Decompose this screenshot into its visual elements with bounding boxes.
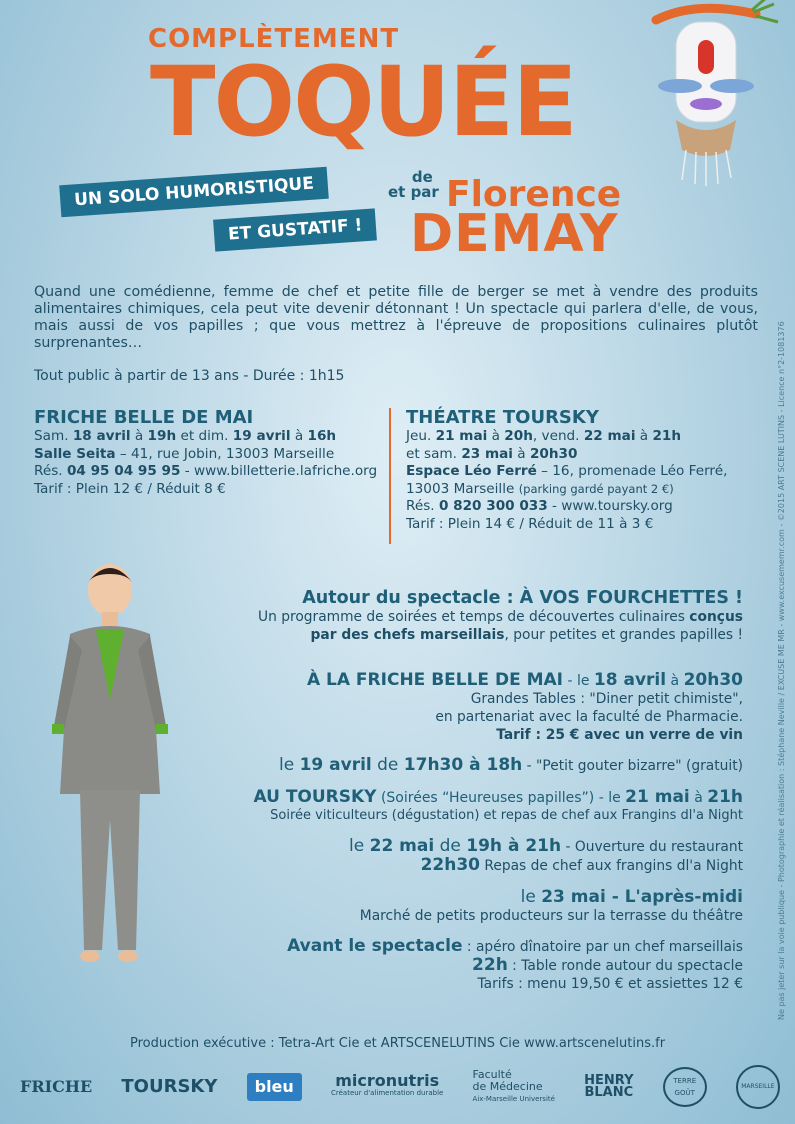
- faculte-l3: Aix-Marseille Université: [472, 1095, 555, 1103]
- venue-toursky-title: THÉATRE TOURSKY: [406, 407, 599, 428]
- place-address: – 16, promenade Léo Ferré,: [536, 463, 728, 479]
- text: Sam.: [34, 428, 73, 444]
- time: 19h à 21h: [466, 836, 562, 856]
- kicker-title: COMPLÈTEMENT: [148, 24, 400, 54]
- avant-event-price: Tarifs : menu 19,50 € et assiettes 12 €: [477, 976, 743, 992]
- text: de: [434, 836, 467, 856]
- tagline-banner-2: ET GUSTATIF !: [213, 208, 377, 251]
- venue-friche: [34, 407, 384, 498]
- place-name: Salle Seita: [34, 445, 116, 462]
- time: 16h: [307, 428, 337, 444]
- text: Jeu.: [406, 428, 436, 444]
- friche-event-price: Tarif : 25 € avec un verre de vin: [496, 727, 743, 743]
- venue-toursky-place: [406, 463, 786, 481]
- micronutris-logo: [331, 1071, 444, 1099]
- place-name: Espace Léo Ferré: [406, 463, 537, 479]
- side-credit-text: Ne pas jeter sur la voie publique - Photographie et réalisation : Stéphane Neville / EXCUSE ME MR - www.excusememr.com - ©2015 ART SCENE LUTINS - Licence n°2-1081376: [777, 321, 786, 1020]
- place-address: – 41, rue Jobin, 13003 Marseille: [115, 445, 335, 462]
- friche-event-heading: [183, 670, 743, 690]
- toursky-event-heading: [183, 787, 743, 807]
- venue-divider: [389, 408, 391, 544]
- events-headline: Autour du spectacle : À VOS FOURCHETTES !: [302, 588, 743, 608]
- friche-event-title: À LA FRICHE BELLE DE MAI: [306, 670, 564, 690]
- text-bold: par des chefs marseillais: [310, 627, 505, 643]
- res-label: Rés.: [406, 498, 439, 514]
- time: 19h: [147, 428, 177, 444]
- de-label: de: [411, 168, 433, 186]
- mascot-illustration: [636, 0, 786, 190]
- audience-duration: Tout public à partir de 13 ans - Durée : 1h15: [34, 368, 345, 384]
- date: 23 mai: [461, 445, 513, 462]
- text: de: [371, 755, 404, 775]
- text: - le: [563, 673, 594, 689]
- time: 17h30 à 18h: [403, 755, 523, 775]
- faculte-l1: Faculté: [472, 1068, 512, 1081]
- website-link[interactable]: - www.toursky.org: [547, 498, 673, 514]
- toursky-logo-text: TOURSKY: [121, 1076, 218, 1097]
- henry-blanc-logo: [584, 1075, 633, 1099]
- faculte-l2: de Médecine: [472, 1080, 543, 1093]
- text: à: [487, 428, 505, 444]
- date: 22 mai: [369, 836, 435, 856]
- date: 19 avril: [299, 755, 372, 775]
- venue-friche-title: FRICHE BELLE DE MAI: [34, 407, 254, 428]
- date: 22 mai: [583, 428, 636, 444]
- marseille-logo-text: MARSEILLE: [741, 1083, 775, 1090]
- text: , vend.: [532, 428, 584, 444]
- venue-friche-place: [34, 446, 384, 464]
- toursky-event-subtitle: (Soirées “Heureuses papilles”): [376, 790, 595, 806]
- text: - Ouverture du restaurant: [561, 839, 743, 855]
- production-credit: Production exécutive : Tetra-Art Cie et ARTSCENELUTINS Cie www.artscenelutins.fr: [129, 1036, 666, 1051]
- venue-toursky-dates-1: [406, 428, 786, 446]
- time: 21h: [652, 428, 682, 444]
- spacer: [183, 775, 743, 787]
- may22-event-line-2: [183, 856, 743, 875]
- venue-toursky-city: [406, 481, 786, 499]
- author-first-name: Florence: [446, 174, 622, 215]
- text: le: [278, 755, 300, 775]
- may23-event-line-1: Marché de petits producteurs sur la terrasse du théâtre: [359, 908, 743, 924]
- time: 20h30: [683, 670, 743, 690]
- venue-friche-reservation: [34, 463, 384, 481]
- marseille-logo: [736, 1065, 780, 1109]
- venue-toursky-dates-2: [406, 446, 786, 464]
- time: 20h: [504, 428, 533, 444]
- friche-logo: [20, 1077, 93, 1096]
- et-par-label: et par: [388, 183, 439, 201]
- time: 22h: [472, 955, 508, 975]
- spacer: [183, 875, 743, 887]
- faculte-medecine-logo: [473, 1069, 555, 1105]
- text: à: [130, 428, 148, 444]
- avant-title: Avant le spectacle: [287, 936, 463, 956]
- intro-paragraph: Quand une comédienne, femme de chef et petite fille de berger se met à vendre des produits alimentaires chimiques, cela peut vite devenir détonnant ! Un spectacle qui parlera d'elle, de vous, mais aussi de vos papilles ; que vous mettrez à l'épreuve de propositions culinaires plutôt surprenantes…: [34, 284, 758, 351]
- parking-note: (parking gardé payant 2 €): [518, 481, 674, 496]
- text: le: [520, 887, 542, 907]
- venue-toursky-reservation: [406, 498, 786, 516]
- terre-gout-logo: [663, 1067, 707, 1107]
- city: 13003 Marseille: [406, 480, 519, 497]
- henry-text: HENRY: [584, 1073, 634, 1088]
- france-bleu-logo-text: bleu: [254, 1077, 294, 1096]
- time: 21h: [707, 787, 743, 807]
- author-prefix: [388, 170, 439, 200]
- events-intro-1: [183, 608, 743, 626]
- date: 21 mai: [625, 787, 690, 807]
- may23-event: [183, 887, 743, 907]
- terre-gout-text: TERRE GOÛT: [673, 1077, 697, 1097]
- france-bleu-logo: [247, 1073, 302, 1101]
- venue-toursky: [406, 407, 786, 533]
- text: Repas de chef aux frangins dl'a Night: [480, 858, 743, 874]
- may22-event: [183, 837, 743, 856]
- author-last-name: DEMAY: [410, 204, 619, 264]
- text: : apéro dînatoire par un chef marseillais: [462, 939, 743, 955]
- text: et sam.: [406, 445, 462, 462]
- tagline-banner-1: UN SOLO HUMORISTIQUE: [59, 167, 329, 218]
- date: 19 avril: [232, 428, 291, 444]
- phone: 0 820 300 033: [438, 498, 548, 514]
- text: et dim.: [176, 428, 233, 444]
- main-title: TOQUÉE: [150, 46, 576, 158]
- text: à: [512, 445, 530, 462]
- time: 22h30: [420, 855, 480, 875]
- text: à: [689, 790, 708, 806]
- res-label: Rés.: [34, 463, 67, 479]
- text-bold: conçus: [689, 609, 743, 625]
- time: 20h30: [529, 445, 578, 462]
- venue-toursky-price: Tarif : Plein 14 € / Réduit de 11 à 3 €: [406, 515, 654, 532]
- side-credit: [775, 240, 789, 1020]
- date: 18 avril: [72, 428, 131, 444]
- events-intro-2: [183, 626, 743, 644]
- text: le: [349, 836, 370, 856]
- text: Un programme de soirées et temps de découvertes culinaires: [257, 609, 690, 625]
- venue-friche-dates: [34, 428, 384, 446]
- text: - le: [594, 790, 626, 806]
- spacer: [183, 644, 743, 670]
- friche-logo-text: FRICHE: [20, 1077, 93, 1096]
- date: 18 avril: [593, 670, 667, 690]
- toursky-logo: [121, 1076, 218, 1097]
- toursky-event-line-1: Soirée viticulteurs (dégustation) et repas de chef aux Frangins dl'a Night: [270, 808, 743, 823]
- gouter-event: [183, 756, 743, 775]
- date: 23 mai: [541, 887, 606, 907]
- text: - "Petit gouter bizarre" (gratuit): [522, 758, 743, 774]
- text: à: [290, 428, 308, 444]
- website-link[interactable]: - www.billetterie.lafriche.org: [180, 463, 378, 479]
- text-bold: - L'après-midi: [605, 887, 743, 907]
- performer-photo: [40, 560, 180, 980]
- text: à: [635, 428, 653, 444]
- micronutris-logo-text: micronutris: [335, 1071, 440, 1090]
- friche-event-line-1: Grandes Tables : "Diner petit chimiste",: [470, 691, 743, 707]
- venue-friche-price: Tarif : Plein 12 € / Réduit 8 €: [34, 480, 226, 497]
- date: 21 mai: [435, 428, 488, 444]
- avant-event-line-2: [183, 956, 743, 975]
- events-program: [183, 588, 743, 993]
- spacer: [183, 925, 743, 937]
- blanc-text: BLANC: [584, 1085, 634, 1100]
- partner-logos: [20, 1060, 780, 1114]
- toursky-event-title: AU TOURSKY: [253, 787, 377, 807]
- text: : Table ronde autour du spectacle: [507, 958, 743, 974]
- avant-event: [183, 937, 743, 956]
- micronutris-logo-subtitle: Créateur d'alimentation durable: [331, 1089, 444, 1097]
- text: à: [666, 673, 684, 689]
- friche-event-line-2: en partenariat avec la faculté de Pharmacie.: [435, 709, 743, 725]
- phone: 04 95 04 95 95: [66, 463, 181, 479]
- text: , pour petites et grandes papilles !: [504, 627, 743, 643]
